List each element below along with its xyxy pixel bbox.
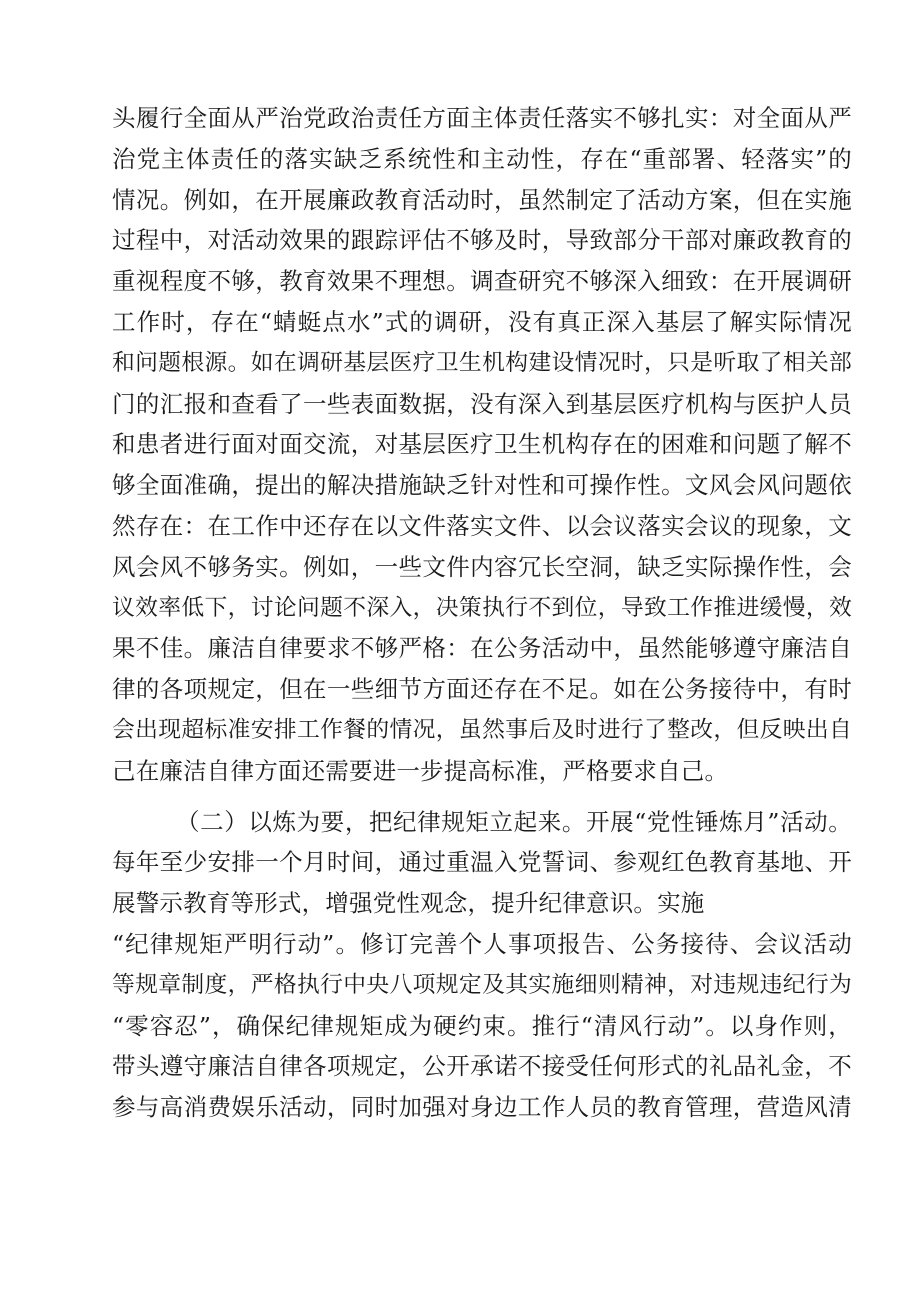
text-line: 会出现超标准安排工作餐的情况，虽然事后及时进行了整改，但反映出自: [112, 716, 852, 743]
text-line: 和问题根源。如在调研基层医疗卫生机构建设情况时，只是听取了相关部: [112, 349, 852, 376]
text-line: 治党主体责任的落实缺乏系统性和主动性，存在“重部署、轻落实”的: [112, 144, 852, 173]
text-line: “纪律规矩严明行动”。修订完善个人事项报告、公务接待、会议活动: [112, 929, 852, 958]
text-line: 情况。例如，在开展廉政教育活动时，虽然制定了活动方案，但在实施: [112, 185, 852, 214]
paragraph-2: [112, 802, 852, 1128]
text-line: 议效率低下，讨论问题不深入，决策执行不到位，导致工作推进缓慢，效: [112, 594, 852, 621]
text-line: 果不佳。廉洁自律要求不够严格：在公务活动中，虽然能够遵守廉洁自: [112, 634, 852, 663]
text-line: 带头遵守廉洁自律各项规定，公开承诺不接受任何形式的礼品礼金，不: [112, 1052, 852, 1081]
text-line: 工作时，存在“蜻蜓点水”式的调研，没有真正深入基层了解实际情况: [112, 307, 852, 336]
text-line: 过程中，对活动效果的跟踪评估不够及时，导致部分干部对廉政教育的: [112, 226, 852, 255]
document-body: [112, 98, 852, 1128]
text-line: 头履行全面从严治党政治责任方面主体责任落实不够扎实：对全面从严: [112, 104, 852, 132]
text-line: 展警示教育等形式，增强党性观念，提升纪律意识。实施: [112, 889, 705, 918]
text-line: 门的汇报和查看了一些表面数据，没有深入到基层医疗机构与医护人员: [112, 389, 852, 418]
text-line: 每年至少安排一个月时间，通过重温入党誓词、参观红色教育基地、开: [112, 848, 852, 877]
text-line: 重视程度不够，教育效果不理想。调查研究不够深入细致：在开展调研: [112, 267, 852, 296]
text-line: 等规章制度，严格执行中央八项规定及其实施细则精神，对违规违纪行为: [112, 971, 852, 998]
text-line: 够全面准确，提出的解决措施缺乏针对性和可操作性。文风会风问题依: [112, 471, 852, 500]
text-line: 参与高消费娱乐活动，同时加强对身边工作人员的教育管理，营造风清: [112, 1093, 852, 1122]
text-line-indented: （二）以炼为要，把纪律规矩立起来。开展“党性锤炼月”活动。: [176, 807, 852, 836]
text-line: 律的各项规定，但在一些细节方面还存在不足。如在公务接待中，有时: [112, 675, 852, 704]
text-line: “零容忍”，确保纪律规矩成为硬约束。推行“清风行动”。以身作则，: [112, 1011, 852, 1040]
paragraph-gap: [112, 792, 852, 802]
text-line: 然存在：在工作中还存在以文件落实文件、以会议落实会议的现象，文: [112, 511, 852, 540]
paragraph-1: [112, 98, 852, 792]
text-line: 和患者进行面对面交流，对基层医疗卫生机构存在的困难和问题了解不: [112, 430, 852, 459]
text-line: 风会风不够务实。例如，一些文件内容冗长空洞，缺乏实际操作性，会: [112, 552, 852, 581]
text-line: 己在廉洁自律方面还需要进一步提高标准，严格要求自己。: [112, 756, 729, 785]
